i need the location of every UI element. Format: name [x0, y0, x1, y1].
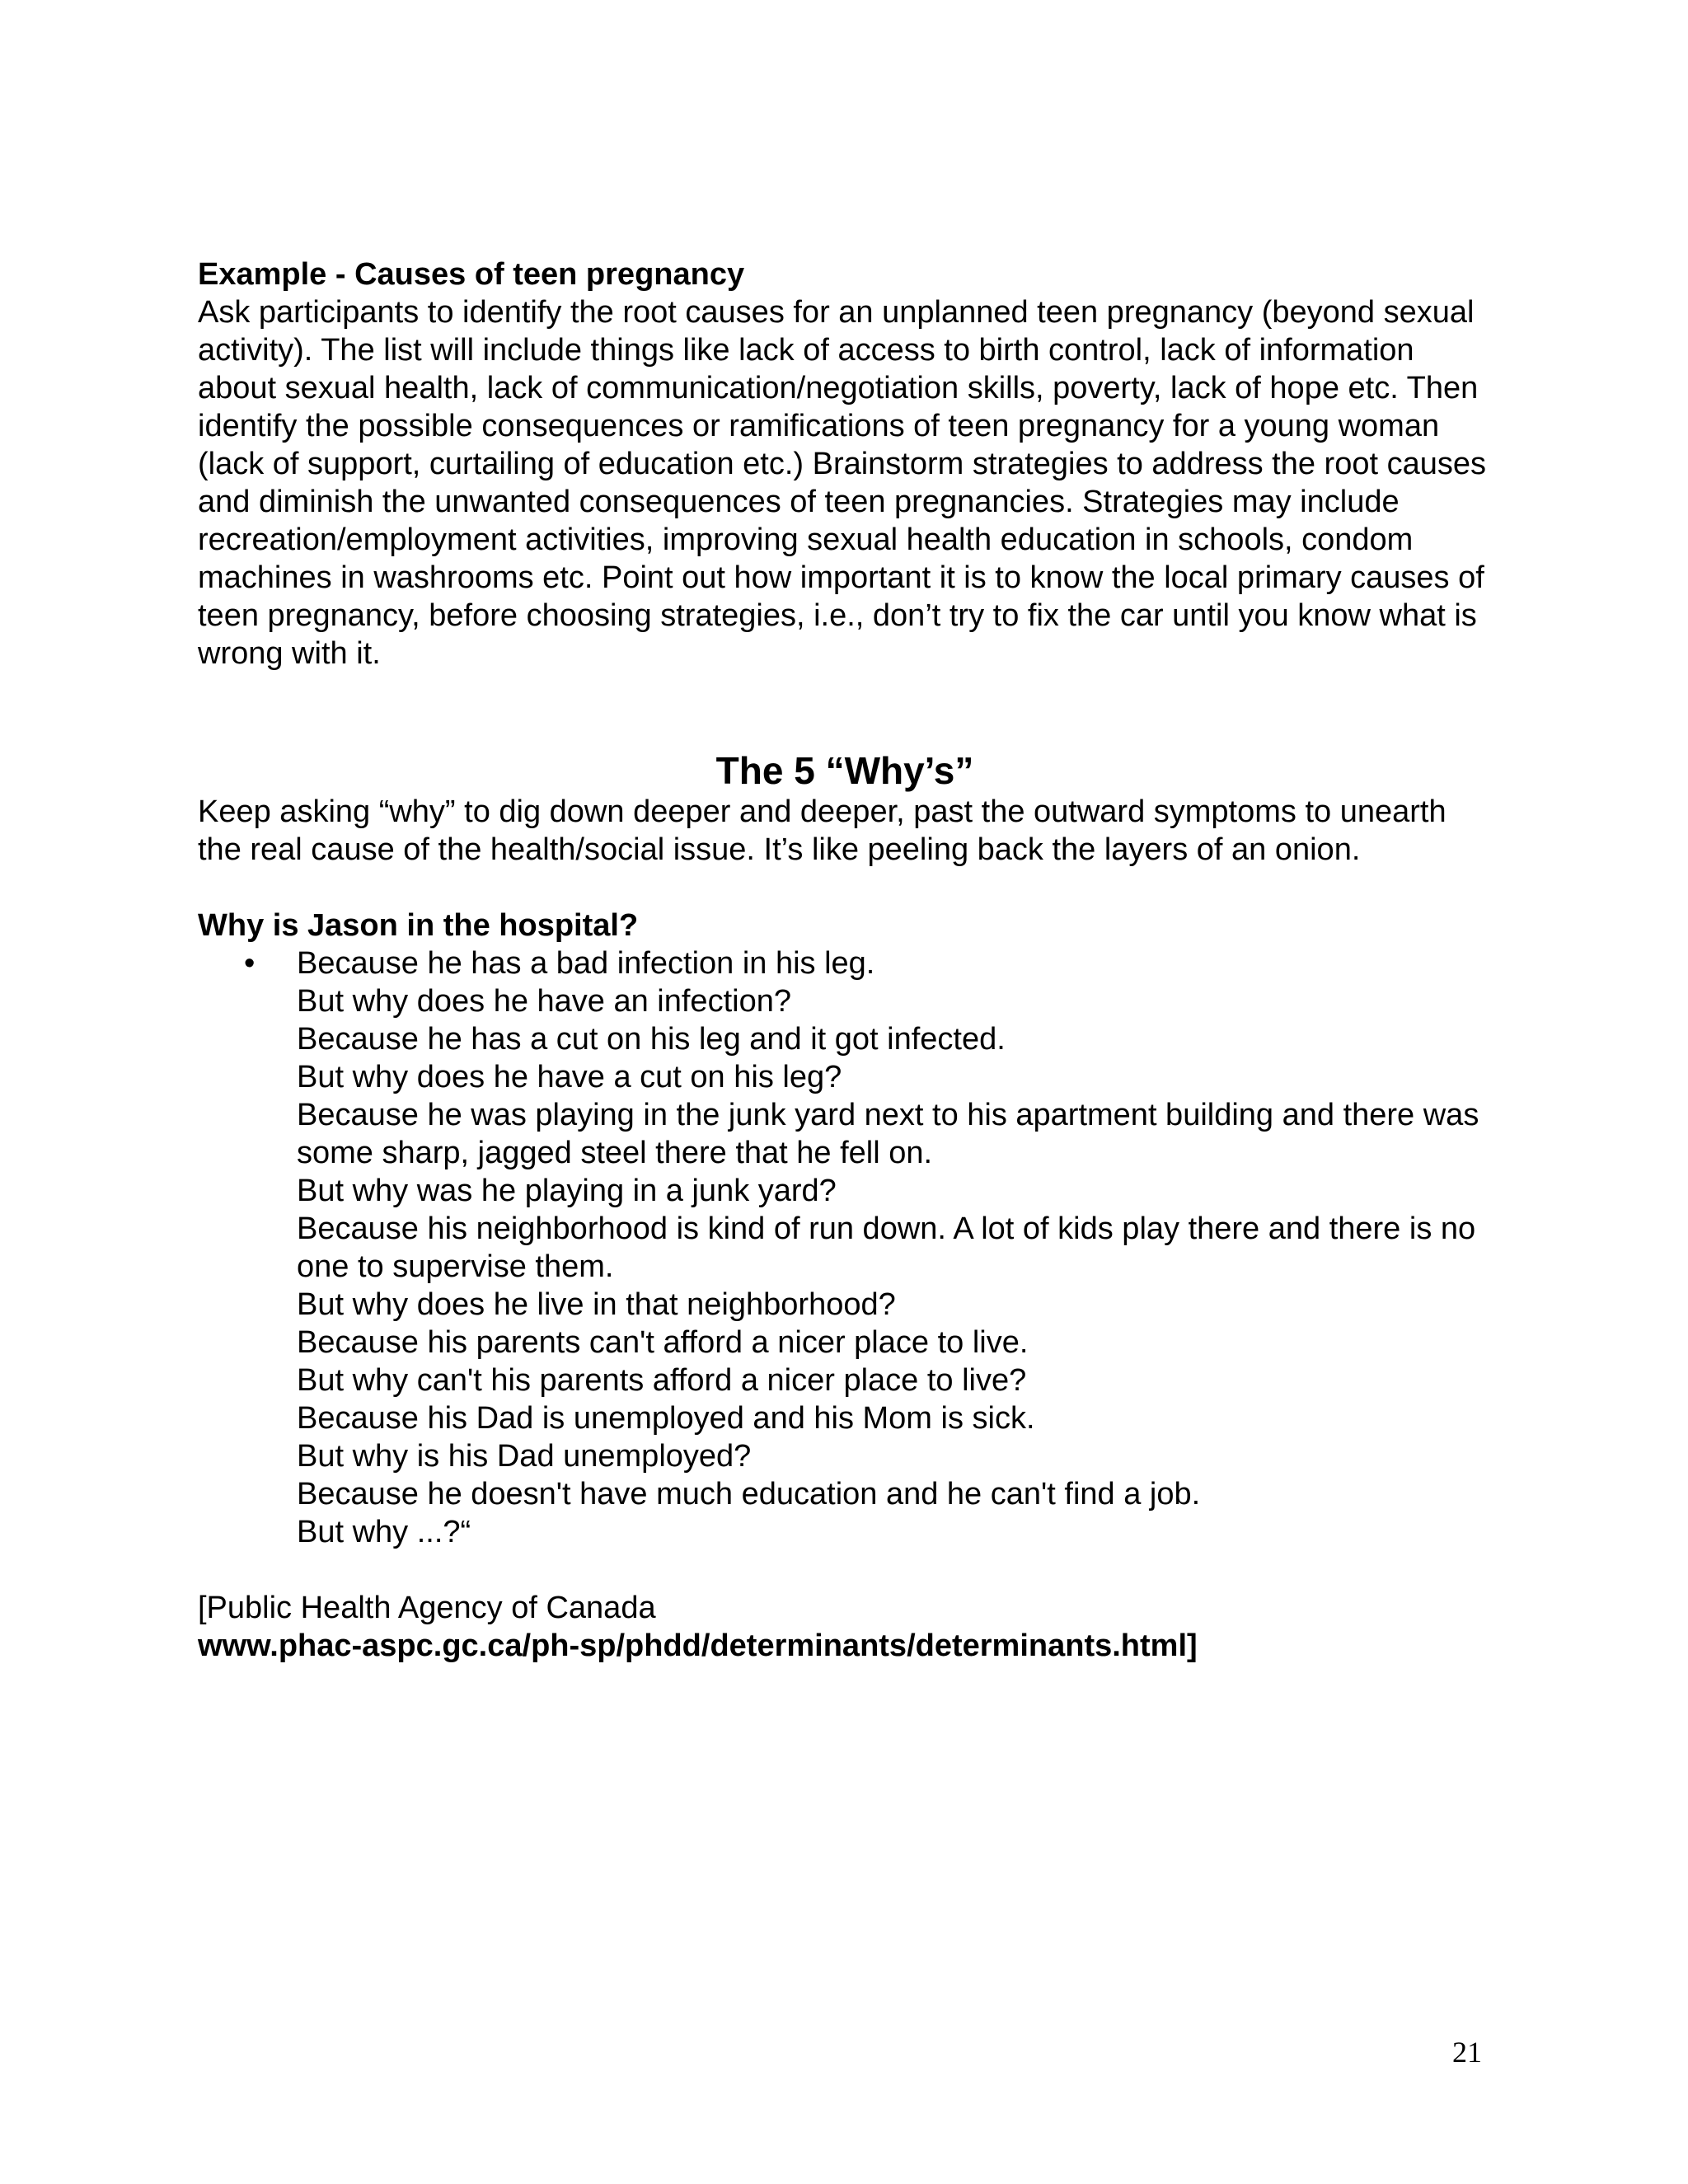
spacer — [198, 1551, 1492, 1589]
why-chain-list — [198, 944, 1492, 1551]
why-line: Because his neighborhood is kind of run down. A lot of kids play there and there is no one to supervise them. — [297, 1212, 1476, 1284]
bullet-icon: • — [244, 946, 256, 981]
why-line: But why ...?“ — [297, 1515, 471, 1549]
why-line: Because he has a bad infection in his leg. — [297, 946, 875, 981]
why-line: Because his Dad is unemployed and his Mom is sick. — [297, 1401, 1035, 1436]
why-line: Because he has a cut on his leg and it got infected. — [297, 1022, 1006, 1057]
spacer — [198, 869, 1492, 907]
source-url: www.phac-aspc.gc.ca/ph-sp/phdd/determinants/determinants.html] — [198, 1629, 1198, 1663]
page-number: 21 — [1452, 2036, 1482, 2069]
why-line: But why can't his parents afford a nicer place to live? — [297, 1363, 1027, 1398]
section-title: The 5 “Why’s” — [715, 749, 974, 792]
why-line: But why does he have a cut on his leg? — [297, 1060, 842, 1094]
whys-intro: Keep asking “why” to dig down deeper and deeper, past the outward symptoms to unearth the real cause of the health/social issue. It’s like peeling back the layers of an onion. — [198, 794, 1447, 867]
source-attribution: [Public Health Agency of Canada — [198, 1591, 656, 1625]
why-line: But why does he have an infection? — [297, 984, 791, 1019]
question-heading: Why is Jason in the hospital? — [198, 908, 639, 943]
example-body: Ask participants to identify the root causes for an unplanned teen pregnancy (beyond sexual activity). The list will include things like lack of access to birth control, lack of information about sexual health, lack of communication/negotiation skills, poverty, lack of hope etc. Then identify the possible consequences or ramifications of teen pregnancy for a young woman (lack of support, curtailing of education etc.) Brainstorm strategies to address the root causes and diminish the unwanted consequences of teen pregnancies. Strategies may include recreation/employment activities, improving sexual health education in schools, condom machines in washrooms etc. Point out how important it is to know the local primary causes of teen pregnancy, before choosing strategies, i.e., don’t try to fix the car until you know what is wrong with it. — [198, 295, 1486, 671]
why-line: Because his parents can't afford a nicer place to live. — [297, 1325, 1029, 1360]
page-content — [198, 255, 1492, 1665]
why-line: Because he doesn't have much education and he can't find a job. — [297, 1477, 1201, 1511]
example-heading: Example - Causes of teen pregnancy — [198, 257, 745, 292]
why-line: Because he was playing in the junk yard next to his apartment building and there was some sharp, jagged steel there that he fell on. — [297, 1098, 1479, 1170]
why-line: But why does he live in that neighborhood? — [297, 1287, 896, 1322]
why-line: But why was he playing in a junk yard? — [297, 1174, 837, 1208]
why-line: But why is his Dad unemployed? — [297, 1439, 752, 1474]
